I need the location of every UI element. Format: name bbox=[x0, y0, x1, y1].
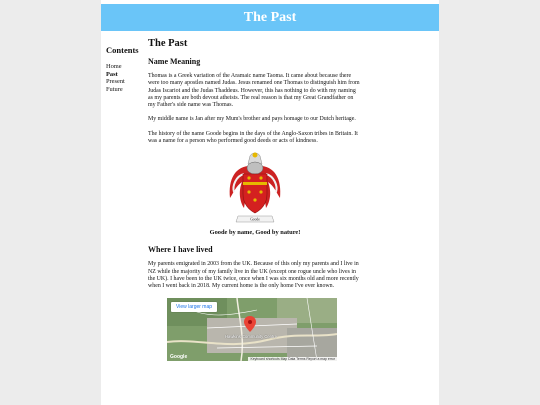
map-place-label: Hawkins Community Centre bbox=[225, 333, 277, 339]
nav-link-home[interactable]: Home bbox=[106, 63, 122, 70]
family-crest-figure bbox=[148, 152, 362, 226]
embedded-map[interactable] bbox=[167, 298, 337, 361]
paragraph-name-origin: Thomas is a Greek variation of the Aramaic name Taoma. It came about because there were too many apostles named Judas. Jesus renamed one Thomas to distinguish him from Judas Iscariot and the Judas Thaddeus. However, this has nothing to do with my naming as my parents are both devout atheists. The real reason is that my Great Grandfather on my Father's side name was Thomas. bbox=[148, 73, 360, 109]
sidebar bbox=[106, 45, 144, 93]
section-heading-where-lived: Where I have lived bbox=[148, 245, 213, 255]
sidebar-heading: Contents bbox=[106, 45, 139, 55]
crest-caption: Goode by name, Good by nature! bbox=[209, 229, 301, 237]
family-crest-image bbox=[224, 152, 286, 226]
paragraph-goode-history: The history of the name Goode begins in the days of the Anglo-Saxon tribes in Britain. It was a name for a person who performed good deeds or acts of kindness. bbox=[148, 130, 358, 145]
nav-link-past[interactable]: Past bbox=[106, 70, 118, 78]
main-content bbox=[148, 37, 362, 361]
section-heading-name-meaning: Name Meaning bbox=[148, 57, 201, 66]
map-attribution[interactable]: Keyboard shortcuts Map Data Terms Report a map error bbox=[250, 356, 335, 361]
banner-title: The Past bbox=[243, 9, 297, 25]
paragraph-where-lived: My parents emigrated in 2003 from the UK. Because of this only my parents and I live in NZ while the majority of my family live in the UK (except one rogue uncle who lives in the UK). I have been to the UK twice, once when I was six months old and more recently when I went back in 2018. My current home is the only home I've ever known. bbox=[148, 261, 359, 290]
nav-link-future[interactable]: Future bbox=[106, 85, 123, 93]
map-logo: Google bbox=[170, 353, 188, 360]
view-larger-map-button[interactable]: View larger map bbox=[171, 302, 217, 312]
page-title: The Past bbox=[148, 38, 188, 49]
crest-scroll-text: Goode bbox=[250, 217, 260, 222]
paragraph-middle-name: My middle name is Jan after my Mum's brother and pays homage to our Dutch heritage. bbox=[148, 116, 356, 123]
nav-link-present[interactable]: Present bbox=[106, 78, 125, 86]
page bbox=[101, 0, 439, 405]
site-banner bbox=[101, 4, 439, 31]
